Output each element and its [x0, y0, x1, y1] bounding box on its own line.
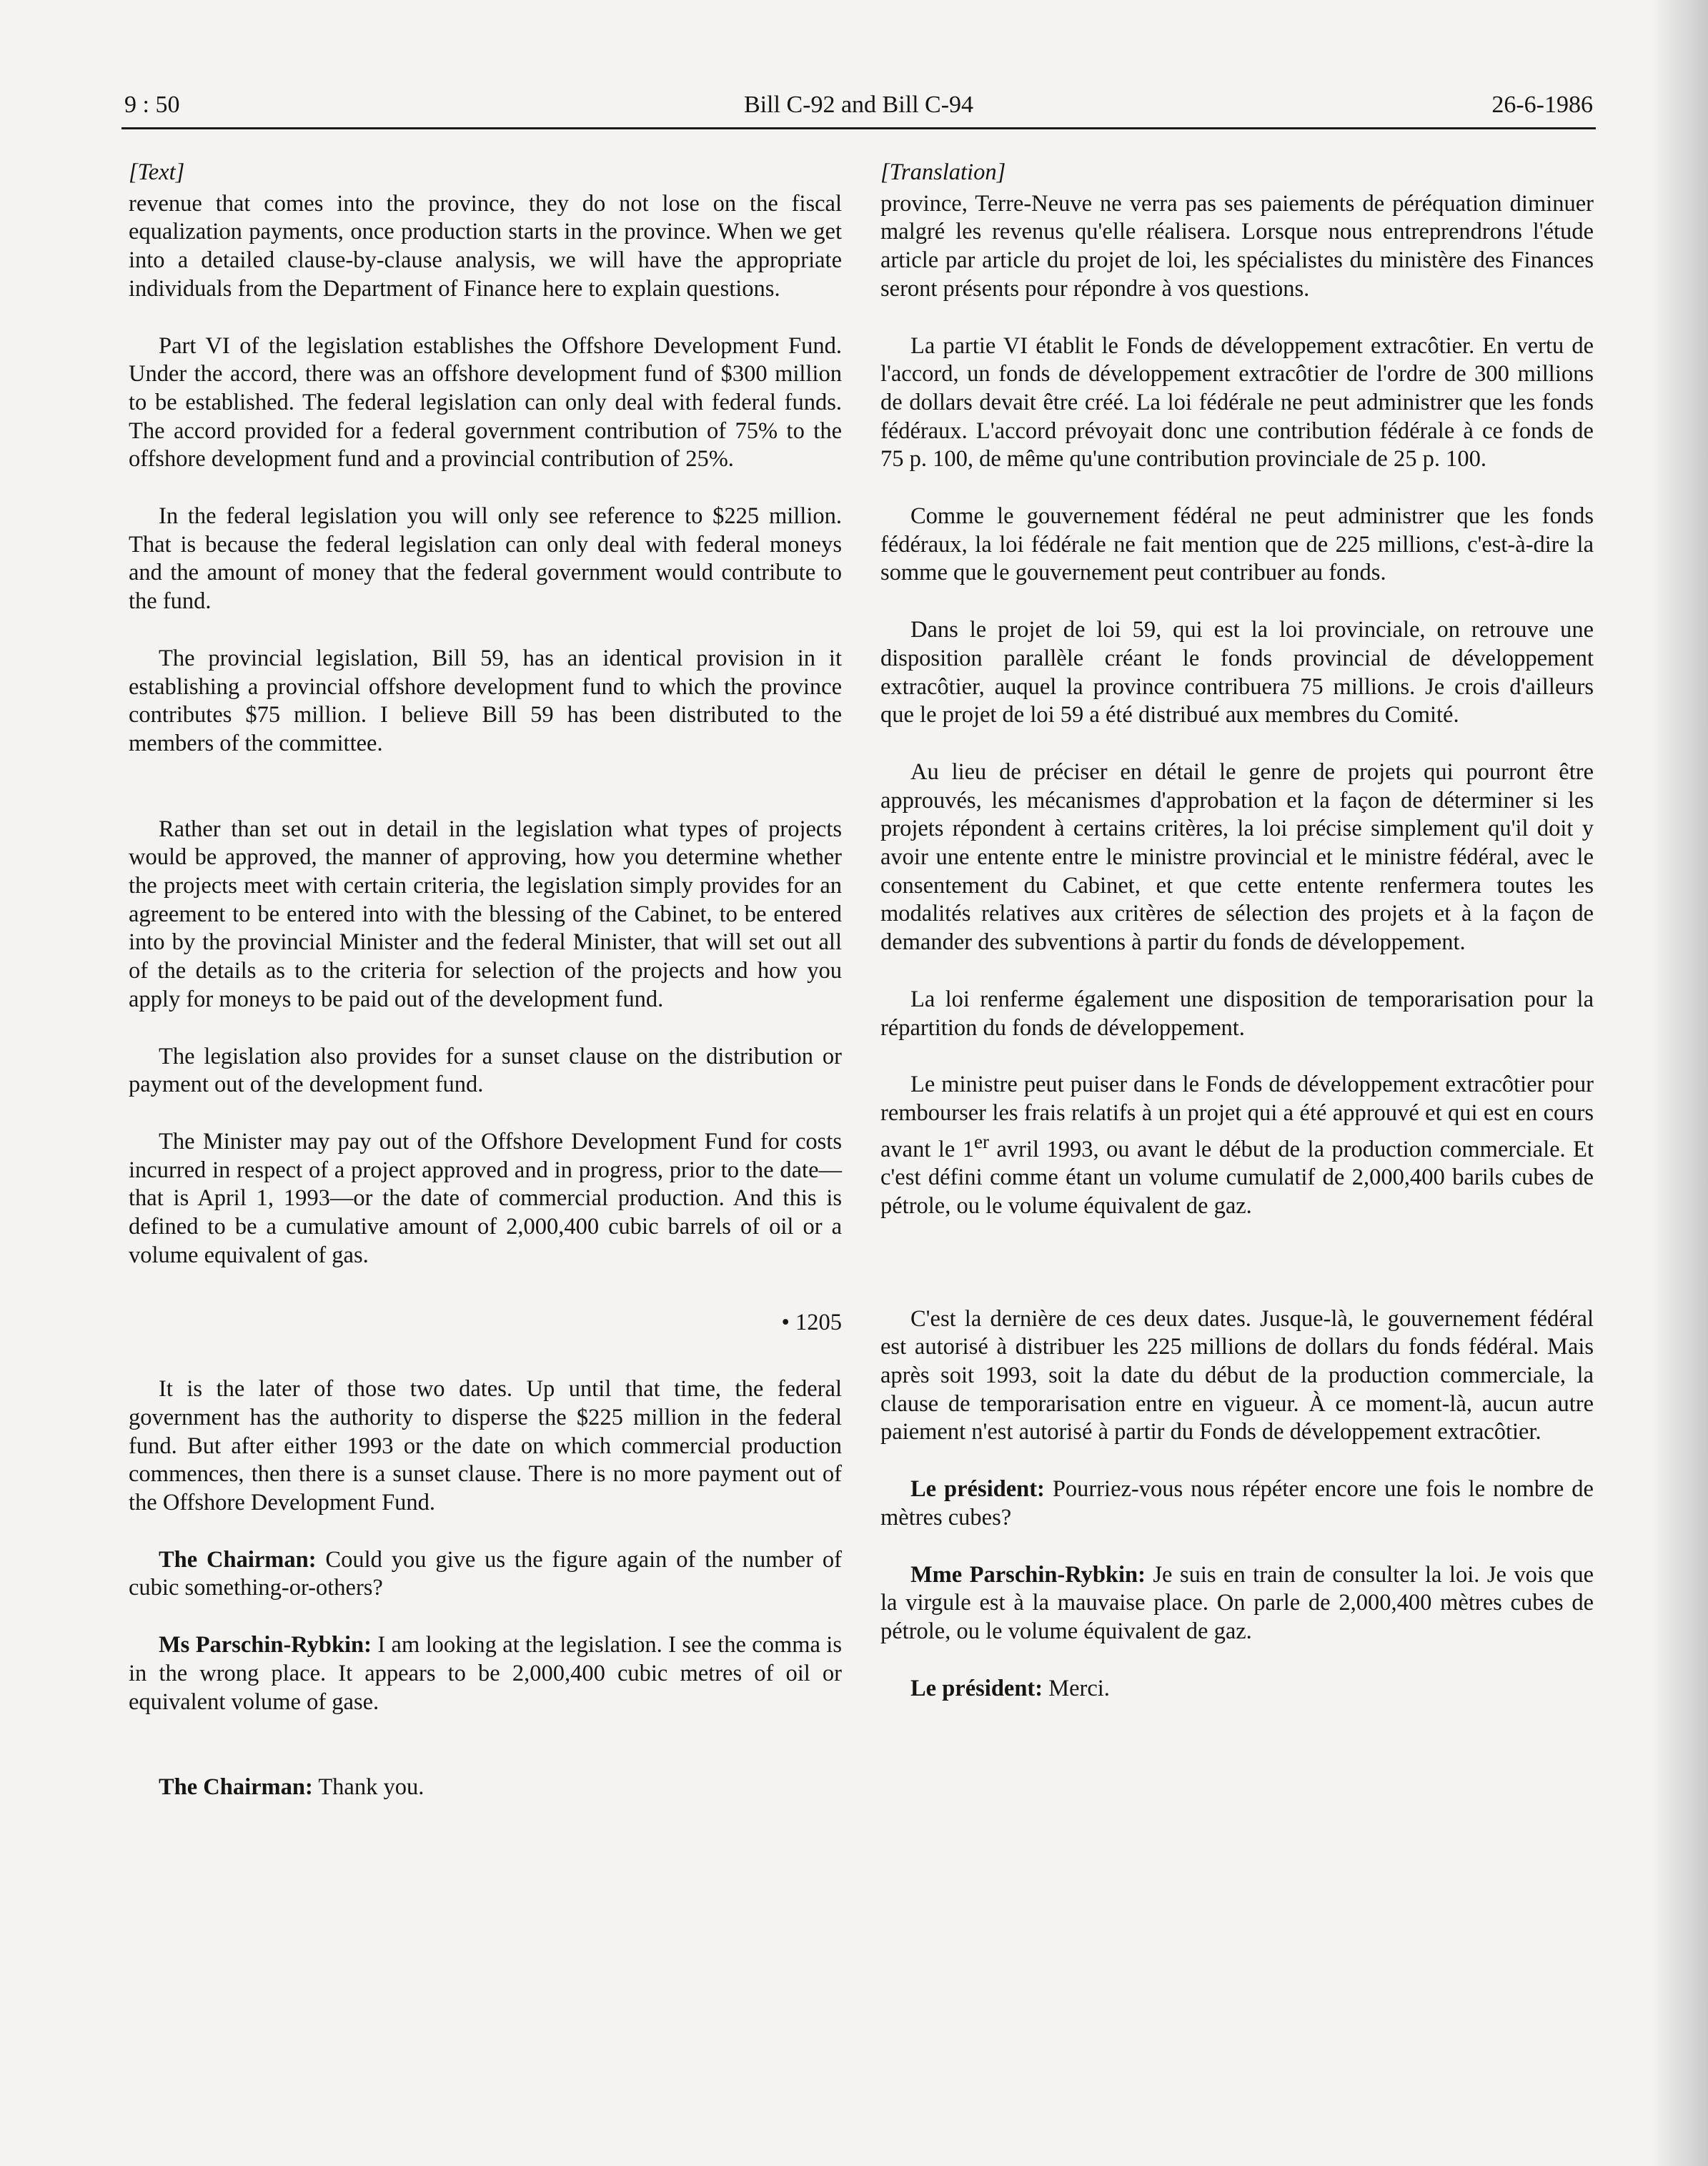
speech-chairman	[129, 1774, 842, 1802]
page-date: 26-6-1986	[1491, 92, 1593, 118]
page-title: Bill C-92 and Bill C-94	[743, 92, 974, 118]
speaker-name: Ms Parschin-Rybkin:	[159, 1632, 372, 1658]
paragraph: The legislation also provides for a sunset clause on the distribution or payment out of the development fund.	[129, 1043, 842, 1098]
speaker-name: Mme Parschin-Rybkin:	[910, 1561, 1146, 1588]
paragraph: The Minister may pay out of the Offshore Development Fund for costs incurred in respect of a project approved and in progress, prior to the date—that is April 1, 1993—or the date of commercial production. And this is defined to be a cumulative amount of 2,000,400 cubic barrels of oil or a volume equivalent of gas.	[129, 1128, 842, 1268]
speech-witness	[129, 1631, 842, 1716]
paragraph: It is the later of those two dates. Up until that time, the federal government has the authority to disperse the $225 million in the federal fund. But after either 1993 or the date on which commercial production commences, then there is a sunset clause. There is no more payment out of the Offshore Development Fund.	[129, 1376, 842, 1516]
speech-chairman	[880, 1475, 1594, 1532]
paragraph: The provincial legislation, Bill 59, has an identical provision in it establishing a provincial offshore development fund to which the province contributes $75 million. I believe Bill 59 has been distributed to the members of the committee.	[129, 645, 842, 756]
speaker-name: The Chairman:	[159, 1774, 313, 1801]
english-column	[129, 159, 842, 1802]
translation-tag: [Translation]	[880, 159, 1006, 185]
text-tag: [Text]	[129, 159, 185, 185]
speech-witness	[880, 1561, 1594, 1646]
paragraph: Le ministre peut puiser dans le Fonds de développement extracôtier pour rembourser les frais relatifs à un projet qui a été approuvé et qui est en cours avant le 1er avril 1993, ou avant le début de la production commerciale. Et c'est défini comme étant un volume cumulatif de 2,000,400 barils cubes de pétrole, ou le volume équivalent de gaz.	[880, 1072, 1594, 1219]
paragraph: In the federal legislation you will only see reference to $225 million. That is because the federal legislation can only deal with federal moneys and the amount of money that the federal government would contribute to the fund.	[129, 503, 842, 615]
paragraph: Comme le gouvernement fédéral ne peut administrer que les fonds fédéraux, la loi fédérale ne fait mention que de 225 millions, c'est-à-dire la somme que le gouvernement peut contribuer au fonds.	[880, 503, 1594, 586]
paragraph: Part VI of the legislation establishes the Offshore Development Fund. Under the accord, there was an offshore development fund of $300 million to be established. The federal legislation can only deal with federal funds. The accord provided for a federal government contribution of 75% to the offshore development fund and a provincial contribution of 25%.	[129, 332, 842, 473]
paragraph: Au lieu de préciser en détail le genre de projets qui pourront être approuvés, les mécanismes d'approbation et la façon de déterminer si les projets répondent à certains critères, la loi précise simplement qu'il doit y avoir une entente entre le ministre provincial et le ministre fédéral, avec le consentement du Cabinet, et que cette entente renfermera toutes les modalités relatives aux critères de sélection des projets et à la façon de demander des subventions à partir du fonds de développement.	[880, 758, 1594, 956]
page-number: 9 : 50	[124, 92, 180, 118]
french-column	[880, 159, 1594, 1703]
speech-text: Merci.	[1043, 1675, 1110, 1701]
paragraph: Dans le projet de loi 59, qui est la loi provinciale, on retrouve une disposition parallèle créant le fonds provincial de développement extracôtier, auquel la province contribuera 75 millions. Je crois d'ailleurs que le projet de loi 59 a été distribué aux membres du Comité.	[880, 617, 1594, 728]
paragraph: revenue that comes into the province, they do not lose on the fiscal equalization payments, once production starts in the province. When we get into a detailed clause-by-clause analysis, we will have the appropriate individuals from the Department of Finance here to explain questions.	[129, 190, 842, 302]
paragraph: Rather than set out in detail in the legislation what types of projects would be approved, the manner of approving, how you determine whether the projects meet with certain criteria, the legislation simply provides for an agreement to be entered into with the blessing of the Cabinet, to be entered into by the provincial Minister and the federal Minister, that will set out all of the details as to the criteria for selection of the projects and how you apply for moneys to be paid out of the development fund.	[129, 816, 842, 1012]
speaker-name: Le président:	[910, 1476, 1045, 1503]
speech-chairman	[129, 1546, 842, 1603]
speech-chairman	[880, 1675, 1594, 1703]
page-edge-shadow	[1651, 0, 1708, 2166]
time-marker: • 1205	[781, 1309, 842, 1335]
paragraph: province, Terre-Neuve ne verra pas ses paiements de péréquation diminuer malgré les revenus qu'elle réalisera. Lorsque nous entreprendrons l'étude article par article du projet de loi, les spécialistes du ministère des Finances seront présents pour répondre à vos questions.	[880, 190, 1594, 302]
paragraph: La partie VI établit le Fonds de développement extracôtier. En vertu de l'accord, un fonds de développement extracôtier de l'ordre de 300 millions de dollars devait être créé. La loi fédérale ne peut administrer que les fonds fédéraux. L'accord prévoyait donc une contribution fédérale à ce fonds de 75 p. 100, de même qu'une contribution provinciale de 25 p. 100.	[880, 332, 1594, 473]
paragraph: C'est la dernière de ces deux dates. Jusque-là, le gouvernement fédéral est autorisé à distribuer les 225 millions de dollars du fonds fédéral. Mais après soit 1993, soit la date du début de la production commerciale, la clause de temporarisation entre en vigueur. À ce moment-là, aucun autre paiement n'est autorisé à partir du Fonds de développement extracôtier.	[880, 1305, 1594, 1445]
page-header	[121, 84, 1596, 129]
speech-text: Pourriez-vous nous répéter encore une fois le nombre de mètres cubes?	[880, 1476, 1594, 1530]
speech-text: Je suis en train de consulter la loi. Je vois que la virgule est à la mauvaise place. On parle de 2,000,400 mètres cubes de pétrole, ou le volume équivalent de gaz.	[880, 1561, 1594, 1644]
paragraph: La loi renferme également une disposition de temporarisation pour la répartition du fonds de développement.	[880, 986, 1594, 1041]
speech-text: I am looking at the legislation. I see the comma is in the wrong place. It appears to be 2,000,400 cubic metres of oil or equivalent volume of gase.	[129, 1632, 842, 1715]
speaker-name: Le président:	[910, 1675, 1043, 1701]
speaker-name: The Chairman:	[159, 1546, 317, 1573]
ordinal-superscript: er	[974, 1130, 990, 1152]
speech-text: Could you give us the figure again of the number of cubic something-or-others?	[129, 1546, 842, 1601]
speech-text: Thank you.	[312, 1774, 424, 1801]
